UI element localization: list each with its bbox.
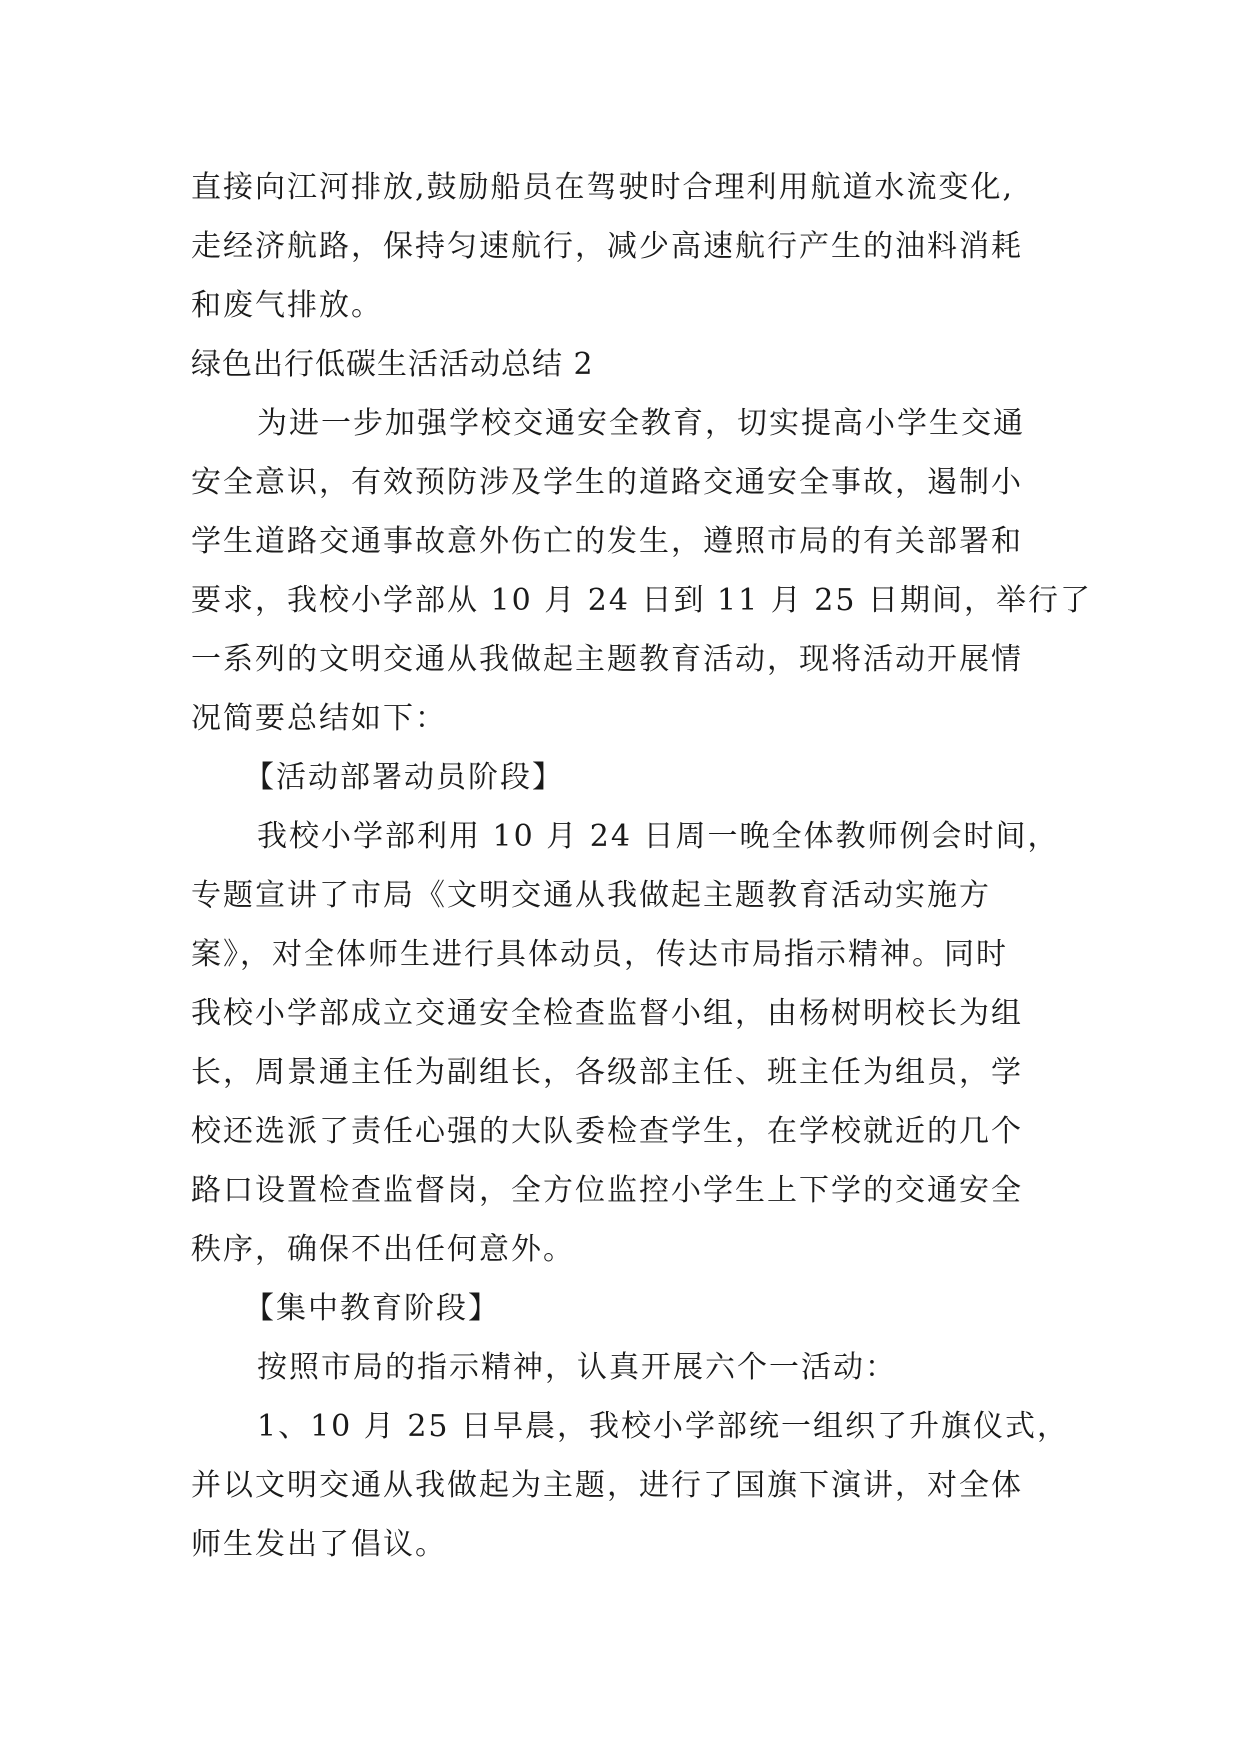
- paragraph-line: 走经济航路，保持匀速航行，减少高速航行产生的油料消耗: [191, 229, 1023, 264]
- paragraph-line: 我校小学部成立交通安全检查监督小组，由杨树明校长为组: [191, 996, 1023, 1031]
- paragraph-line: 路口设置检查监督岗，全方位监控小学生上下学的交通安全: [191, 1173, 1023, 1208]
- paragraph-line: 案》，对全体师生进行具体动员，传达市局指示精神。同时: [191, 937, 1008, 972]
- paragraph-line: 安全意识，有效预防涉及学生的道路交通安全事故，遏制小: [191, 465, 1023, 500]
- paragraph-line: 和废气排放。: [191, 288, 383, 323]
- paragraph-line: 并以文明交通从我做起为主题，进行了国旗下演讲，对全体: [191, 1468, 1023, 1503]
- paragraph-line: 为进一步加强学校交通安全教育，切实提高小学生交通: [257, 406, 1025, 441]
- section-heading: 【活动部署动员阶段】: [244, 760, 564, 795]
- paragraph-line: 况简要总结如下：: [191, 701, 447, 736]
- paragraph-line: 专题宣讲了市局《文明交通从我做起主题教育活动实施方: [191, 878, 991, 913]
- paragraph-line: 按照市局的指示精神，认真开展六个一活动：: [257, 1350, 897, 1385]
- paragraph-line: 师生发出了倡议。: [191, 1527, 447, 1562]
- paragraph-line: 直接向江河排放,鼓励船员在驾驶时合理利用航道水流变化,: [191, 170, 1015, 205]
- paragraph-line: 学生道路交通事故意外伤亡的发生，遵照市局的有关部署和: [191, 524, 1023, 559]
- paragraph-line: 秩序，确保不出任何意外。: [191, 1232, 575, 1267]
- paragraph-line: 一系列的文明交通从我做起主题教育活动，现将活动开展情: [191, 642, 1023, 677]
- paragraph-line: 1、10 月 25 日早晨，我校小学部统一组织了升旗仪式，: [257, 1409, 1070, 1444]
- section-heading: 【集中教育阶段】: [244, 1291, 500, 1326]
- paragraph-line: 我校小学部利用 10 月 24 日周一晚全体教师例会时间，: [257, 819, 1060, 854]
- section-title: 绿色出行低碳生活活动总结 2: [191, 347, 594, 382]
- paragraph-line: 校还选派了责任心强的大队委检查学生，在学校就近的几个: [191, 1114, 1023, 1149]
- paragraph-line: 要求，我校小学部从 10 月 24 日到 11 月 25 日期间，举行了: [191, 583, 1092, 618]
- document-body: [191, 158, 1091, 1574]
- paragraph-line: 长，周景通主任为副组长，各级部主任、班主任为组员，学: [191, 1055, 1023, 1090]
